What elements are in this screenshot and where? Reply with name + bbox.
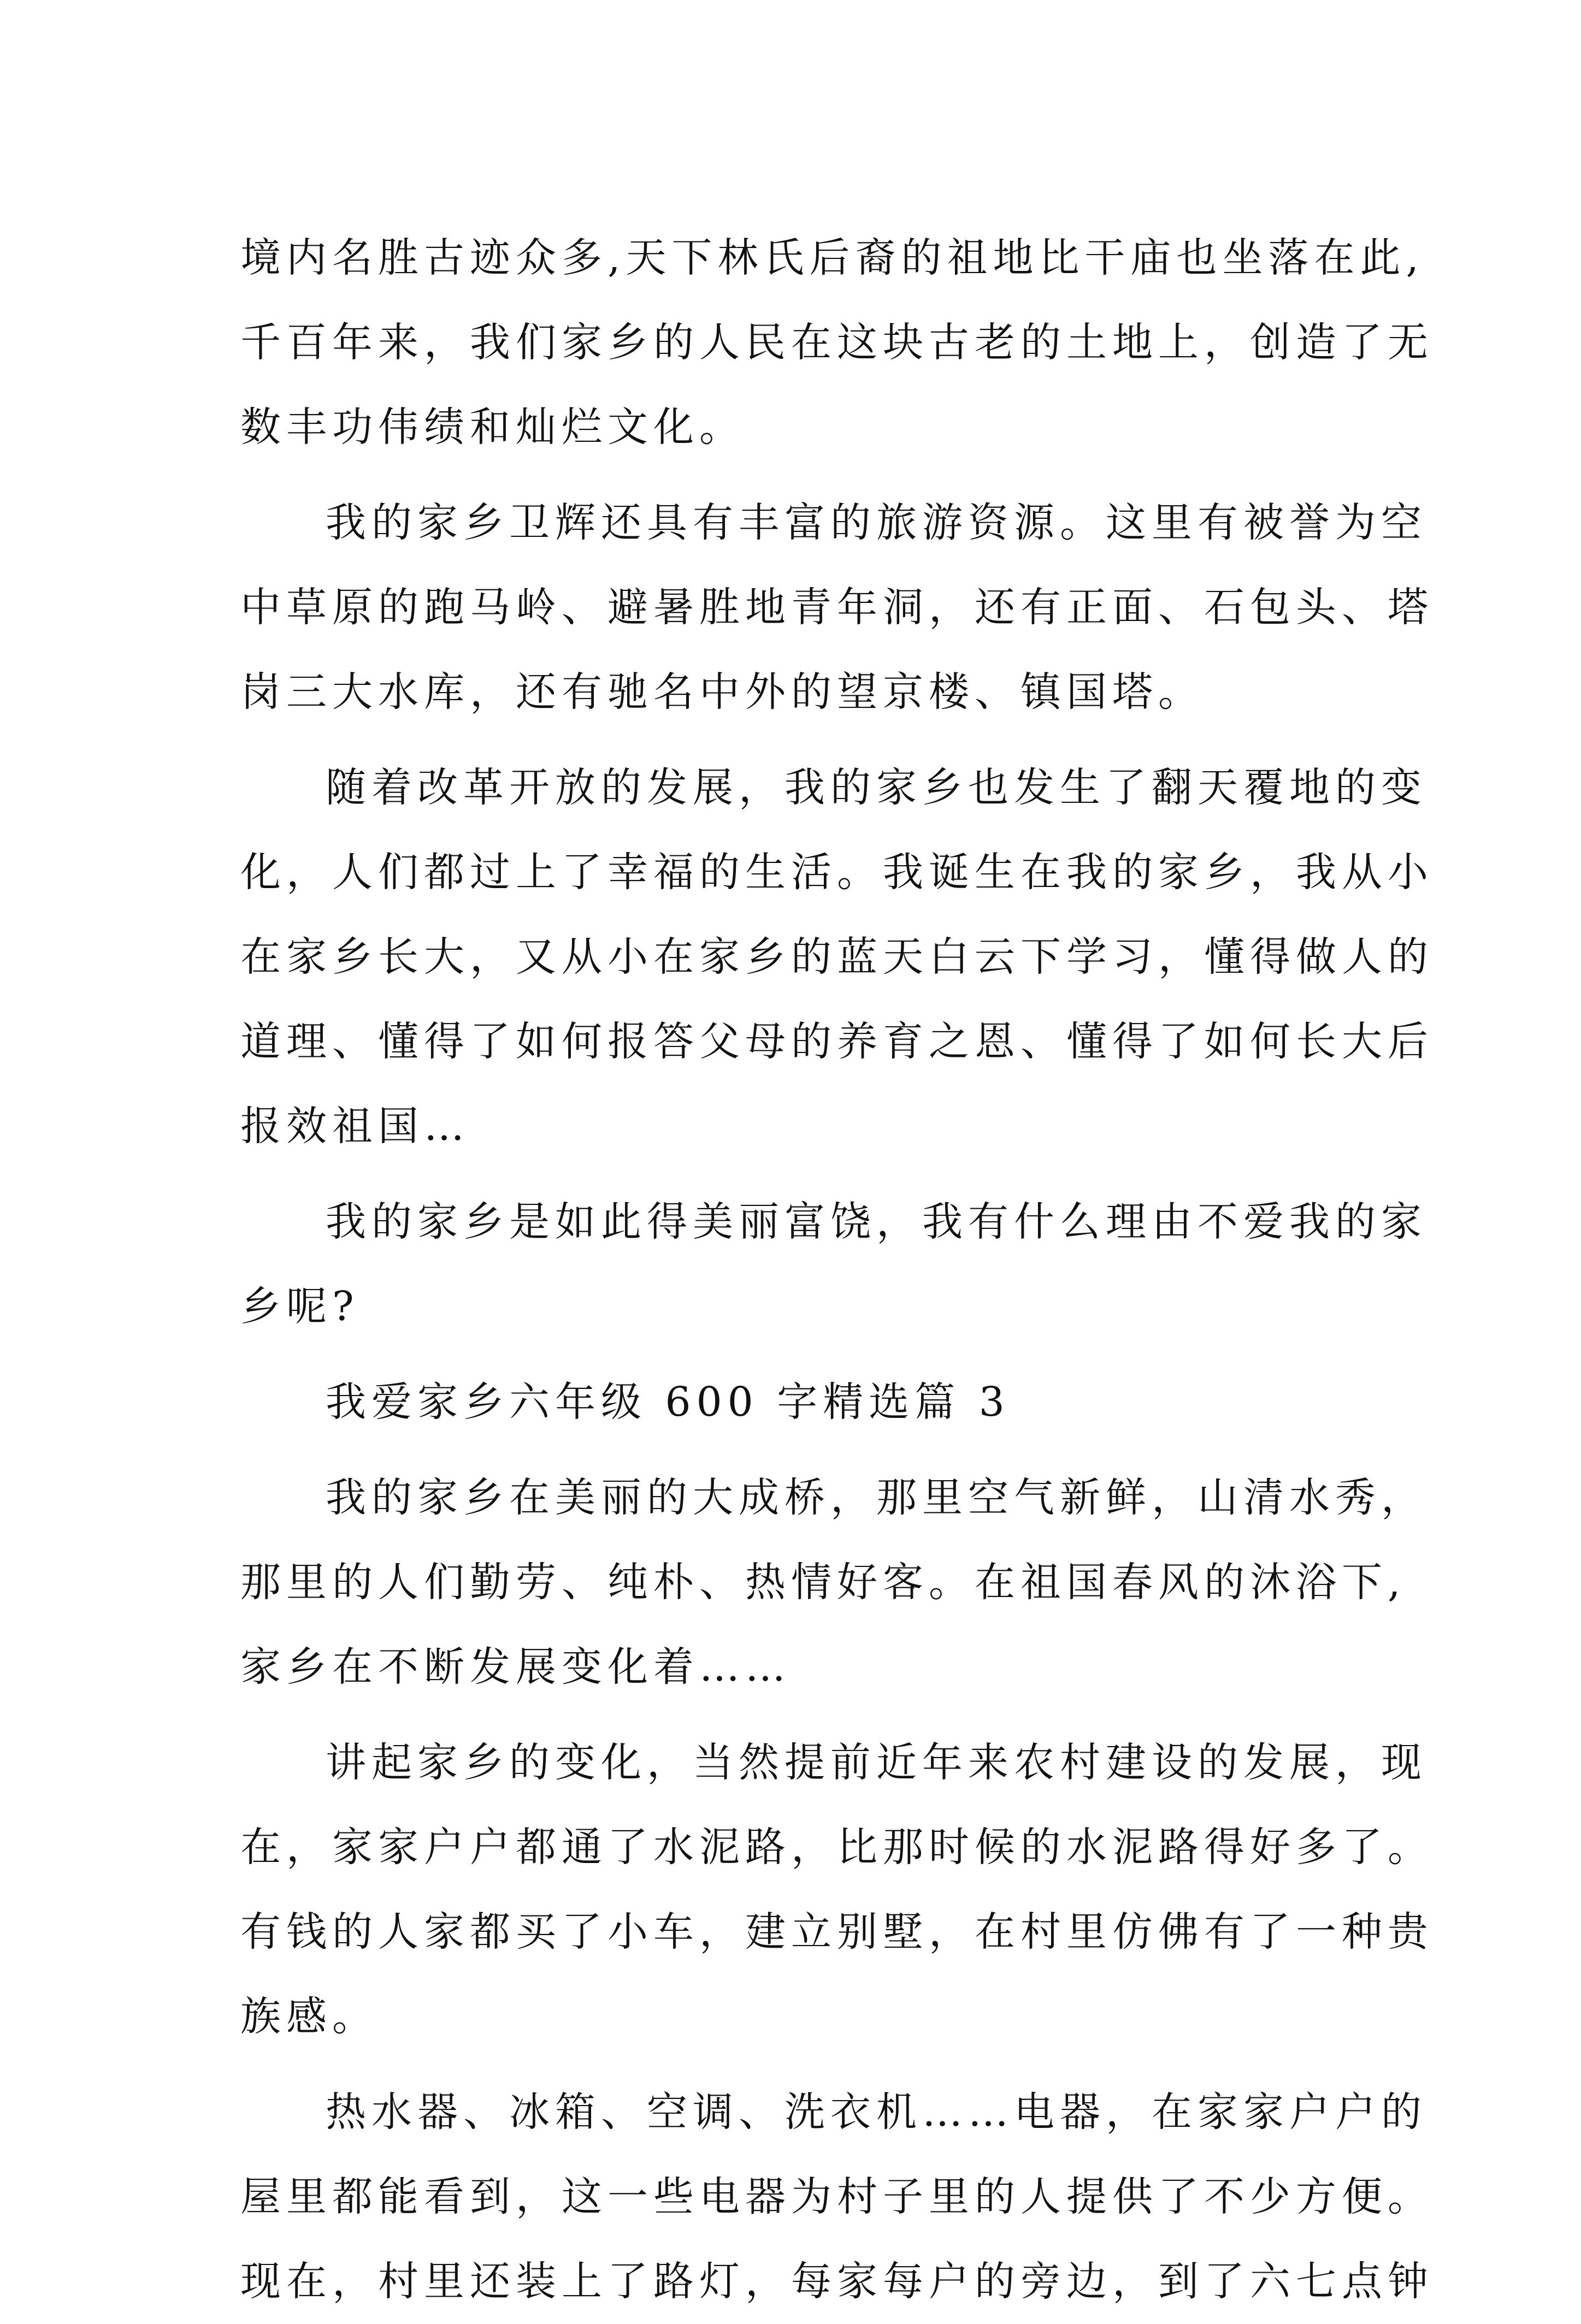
section-heading: [240, 1360, 1388, 1445]
paragraph: [240, 1180, 1427, 1349]
text-line: 热水器、冰箱、空调、洗衣机……电器，在家家户户的: [326, 2089, 1427, 2136]
text-line: 我的家乡卫辉还具有丰富的旅游资源。这里有被誉为空: [326, 499, 1427, 546]
text-line: 岗三大水库，还有驰名中外的望京楼、镇国塔。: [240, 669, 1204, 715]
text-line: 数丰功伟绩和灿烂文化。: [240, 404, 745, 451]
text-line: 我的家乡在美丽的大成桥，那里空气新鲜，山清水秀，: [326, 1474, 1427, 1521]
paragraph-gap: [240, 735, 1388, 746]
paragraph: [240, 1456, 1427, 1710]
text-line: 中草原的跑马岭、避暑胜地青年洞，还有正面、石包头、塔: [240, 584, 1433, 631]
document-body: [240, 216, 1433, 2324]
paragraph: [240, 1720, 1433, 2059]
text-line: 有钱的人家都买了小车，建立别墅，在村里仿佛有了一种贵: [240, 1908, 1433, 1955]
paragraph: [240, 481, 1433, 735]
paragraph-gap: [240, 470, 1388, 481]
text-line: 道理、懂得了如何报答父母的养育之恩、懂得了如何长大后: [240, 1018, 1433, 1065]
text-line: 那里的人们勤劳、纯朴、热情好客。在祖国春风的沐浴下,: [240, 1559, 1406, 1606]
text-line: 在，家家户户都通了水泥路，比那时候的水泥路得好多了。: [240, 1824, 1433, 1871]
paragraph-gap: [240, 1349, 1388, 1360]
text-line: 现在，村里还装上了路灯，每家每户的旁边，到了六七点钟: [240, 2258, 1433, 2305]
text-line: 我的家乡是如此得美丽富饶，我有什么理由不爱我的家: [326, 1198, 1427, 1245]
paragraph: [240, 746, 1433, 1169]
text-line: 随着改革开放的发展，我的家乡也发生了翻天覆地的变: [326, 764, 1427, 811]
paragraph-gap: [240, 1445, 1388, 1456]
text-line: 乡呢?: [240, 1283, 359, 1330]
paragraph: [240, 216, 1433, 470]
text-line: 化，人们都过上了幸福的生活。我诞生在我的家乡，我从小: [240, 849, 1433, 896]
paragraph-gap: [240, 1710, 1388, 1720]
text-line: 在家乡长大，又从小在家乡的蓝天白云下学习，懂得做人的: [240, 933, 1433, 980]
text-line: 讲起家乡的变化，当然提前近年来农村建设的发展，现: [326, 1739, 1427, 1786]
text-line: 报效祖国…: [240, 1103, 470, 1150]
paragraph: [240, 2070, 1433, 2324]
paragraph-gap: [240, 1169, 1388, 1180]
text-line: 境内名胜古迹众多,天下林氏后裔的祖地比干庙也坐落在此,: [240, 234, 1425, 281]
text-line: 屋里都能看到，这一些电器为村子里的人提供了不少方便。: [240, 2173, 1433, 2220]
text-line: 家乡在不断发展变化着……: [240, 1643, 791, 1690]
text-line: 族感。: [240, 1993, 378, 2040]
text-line: 千百年来，我们家乡的人民在这块古老的土地上，创造了无: [240, 319, 1433, 366]
paragraph-gap: [240, 2059, 1388, 2070]
heading-line: 我爱家乡六年级 600 字精选篇 3: [326, 1379, 1010, 1426]
